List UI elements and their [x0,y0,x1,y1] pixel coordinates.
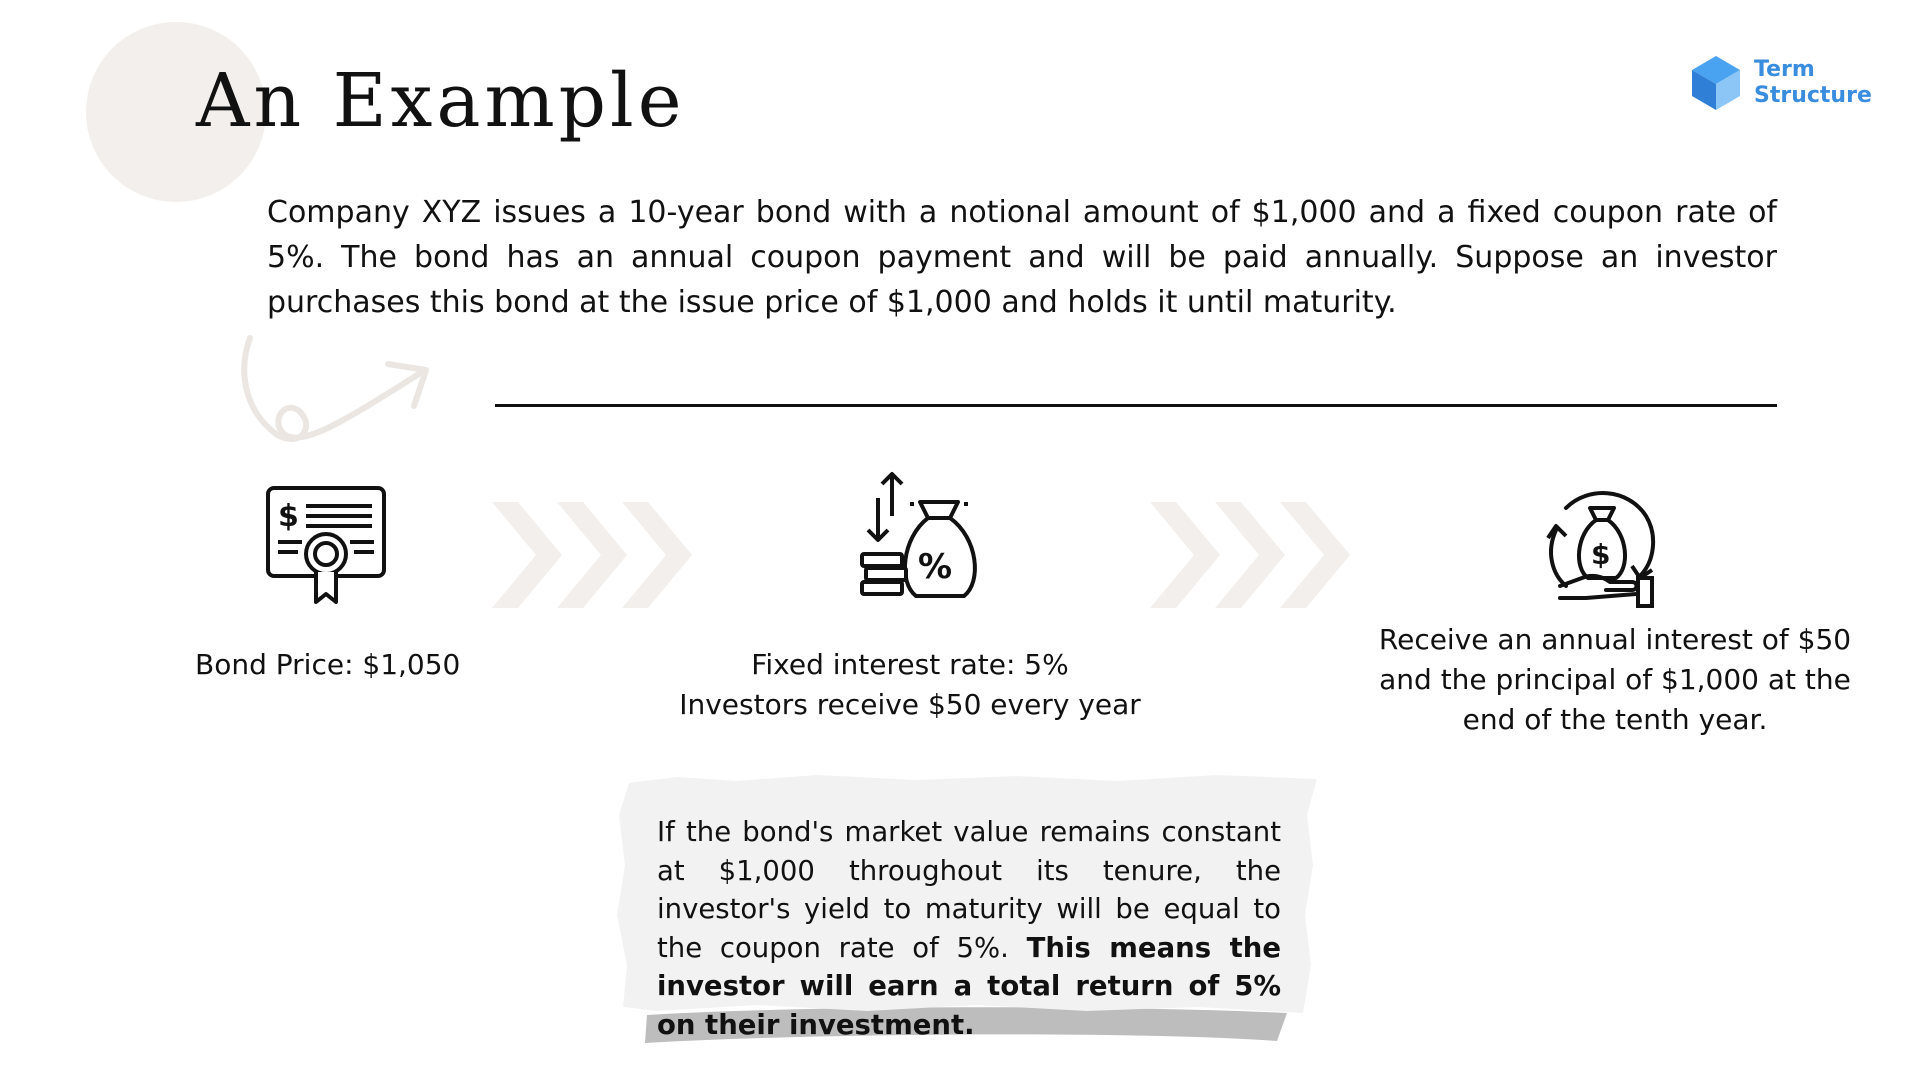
cube-logo-icon [1690,54,1742,112]
step-2-line-2: Investors receive $50 every year [679,688,1141,721]
intro-paragraph: Company XYZ issues a 10-year bond with a notional amount of $1,000 and a fixed coupon rate of 5%. The bond has an annual coupon payment and will be paid annually. Suppose an investor purchases this bond at the issue price of $1,000 and holds it until maturity. [267,195,1777,320]
note-bold-text: This means the investor will earn a total return of 5% on their investment. [657,931,1282,1041]
divider-line [495,404,1777,407]
brand-logo [1690,54,1872,112]
step-1-line-1: Bond Price: $1,050 [195,648,461,681]
money-return-cycle-icon [1536,482,1664,610]
svg-text:$: $ [1591,538,1611,571]
money-bag-percent-icon [858,468,984,608]
step-3-caption [1370,620,1860,740]
step-3-line-3: end of the tenth year. [1462,703,1768,736]
swirl-arrow-icon [236,330,436,450]
step-2-line-1: Fixed interest rate: 5% [751,648,1069,681]
step-3-line-2: and the principal of $1,000 at the [1379,663,1851,696]
torn-paper-note [617,775,1322,1045]
logo-wordmark [1754,57,1872,109]
logo-line-1: Term [1754,57,1815,82]
note-text: If the bond's market value remains constant at $1,000 throughout its tenure, the investor's yield to maturity will be equal to the coupon rate of 5%. [657,816,1281,964]
bond-certificate-icon [262,484,390,612]
chevron-arrows-2 [1150,502,1350,608]
logo-line-2: Structure [1754,83,1872,108]
svg-text:$: $ [278,499,299,534]
step-3-line-1: Receive an annual interest of $50 [1378,623,1852,656]
chevron-arrows-1 [492,502,692,608]
note-paragraph [657,813,1281,1044]
step-2-caption [660,645,1160,725]
page-title: An Example [196,58,686,144]
svg-text:%: % [918,547,953,587]
step-1-caption [195,645,461,685]
